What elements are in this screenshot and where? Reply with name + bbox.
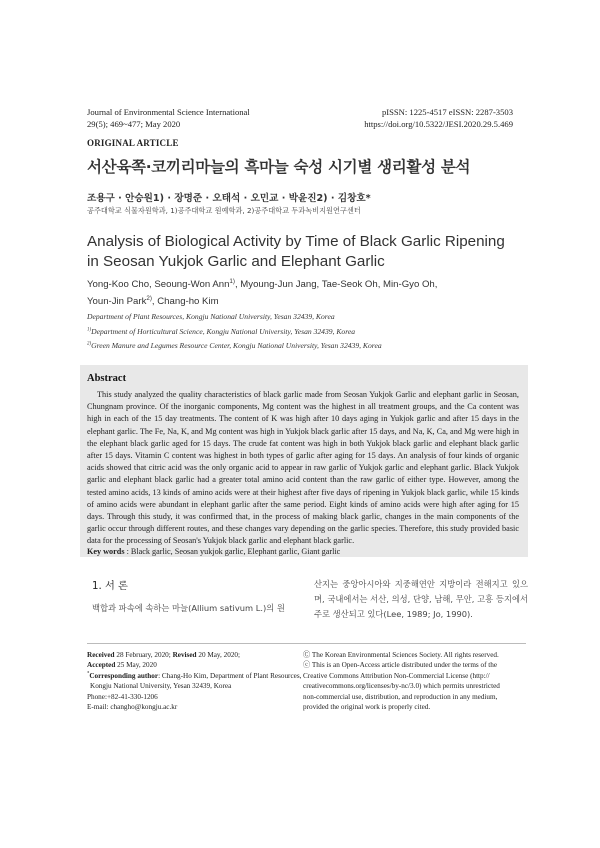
dates-line-2: [87, 660, 301, 670]
authors-line-2: [87, 293, 527, 310]
journal-name: Journal of Environmental Science International: [87, 107, 250, 117]
affiliation-3: [87, 339, 382, 354]
dates-line-1: [87, 650, 301, 660]
english-authors: [87, 276, 527, 310]
abstract-heading: Abstract: [87, 373, 127, 384]
doi-link[interactable]: https://doi.org/10.5322/JESI.2020.29.5.469: [364, 119, 513, 129]
korean-authors: 조용구 · 안승원1) · 장명준 · 오태석 · 오민교 · 박윤진2) · 김창호*: [87, 193, 371, 204]
corresponding-text: : Chang-Ho Kim, Department of Plant Resources,: [158, 671, 302, 680]
author-names: Yong-Koo Cho, Seoung-Won Ann: [87, 279, 230, 290]
authors-line-1: [87, 276, 527, 293]
asterisk-marker: *: [87, 671, 90, 677]
affil-marker: 1): [229, 277, 235, 285]
journal-issue: 29(5); 469~477; May 2020: [87, 119, 181, 129]
affiliation-2: [87, 325, 382, 340]
address: Kongju National University, Yesan 32439, Korea: [90, 682, 232, 691]
affil-marker: 1): [87, 326, 92, 332]
phone: Phone:+82-41-330-1206: [87, 692, 158, 701]
section-heading: 1. 서 론: [92, 581, 128, 592]
license-line: non-commercial use, distribution, and reproduction in any medium,: [303, 692, 498, 701]
english-affiliations: [87, 310, 382, 354]
affiliation-text: Department of Horticultural Science, Kongju National University, Yesan 32439, Korea: [91, 326, 356, 336]
author-names: Youn-Jin Park: [87, 296, 147, 307]
corresponding-label: Corresponding author: [89, 671, 159, 680]
accepted-label: Accepted: [87, 661, 116, 670]
author-names: , Chang-ho Kim: [151, 296, 219, 307]
author-names: , Myoung-Jun Jang, Tae-Seok Oh, Min-Gyo Oh,: [234, 279, 438, 290]
affiliation-text: Green Manure and Legumes Resource Center, Kongju National University, Yesan 32439, Korea: [91, 341, 382, 350]
received-date: 28 February, 2020;: [114, 651, 173, 659]
revised-label: Revised: [172, 651, 197, 659]
journal-info: [87, 106, 250, 130]
copyright-line: Ⓒ The Korean Environmental Sciences Society. All rights reserved.: [303, 651, 499, 659]
corresponding-author: [87, 671, 301, 681]
keywords: [87, 547, 340, 556]
license-link[interactable]: creativecommons.org/licenses/by-nc/3.0) which permits unrestricted: [303, 682, 500, 691]
email[interactable]: E-mail: changho@kongju.ac.kr: [87, 703, 178, 712]
keywords-text: : Black garlic, Seosan yukjok garlic, Elephant garlic, Giant garlic: [124, 547, 341, 556]
revised-date: 20 May, 2020;: [196, 651, 241, 659]
journal-identifiers: [364, 106, 513, 130]
korean-title: 서산육쪽·코끼리마늘의 흑마늘 숙성 시기별 생리활성 분석: [87, 158, 471, 176]
license-line: ⓒ This is an Open-Access article distributed under the terms of the: [303, 661, 498, 670]
body-text-left: 백합과 파속에 속하는 마늘(Allium sativum L.)의 원: [92, 603, 285, 613]
license-line: Creative Commons Attribution Non-Commercial License (http://: [303, 671, 490, 680]
english-title: Analysis of Biological Activity by Time of Black Garlic Ripening in Seosan Yukjok Garlic and Elephant Garlic: [87, 233, 505, 270]
affil-marker: 2): [87, 341, 92, 347]
article-type: ORIGINAL ARTICLE: [87, 138, 179, 148]
received-label: Received: [87, 651, 115, 659]
keywords-label: Key words: [87, 547, 125, 556]
issn: pISSN: 1225-4517 eISSN: 2287-3503: [381, 107, 513, 117]
abstract-text: This study analyzed the quality characteristics of black garlic made from Seosan Yukjok Garlic and elephant garlic in Seosan, Chungnam province. Of the inorganic components, Mg content was the highest in all treatment groups, and the Ca content was high in each of the 15 day treatments. The content of K was high after 10 days aging in Yukjok garlic and after 15 days in the elephant garlic. The Fe, Na, K, and Mg content was high in Yukjok black garlic after 15 days, and Na, K, Ca, and Mg were high in the elephant black garlic aged for 15 days. The crude fat content was high in both Yukjok black garlic and elephant black garlic after 15 days. Vitamin C content was highest in both types of garlic after aging for 15 days. An analysis of four kinds of organic acids showed that citric acid was the only organic acid to appear in raw garlic of Yukjok garlic and elephant garlic. Black Yukjok garlic and elephant black garlic had a greater total amino acid content than the raw garlic of either type. However, among the tested amino acids, 13 kinds of amino acids were at their highest after five days of ripening in Yukjok black garlic, while 15 kinds of amino acids were abundant in elephant garlic after the same period. Eight kinds of amino acids were high after aging for 15 days. Through this study, it was confirmed that, in the process of making black garlic, changes in the main components of the garlic occur through different routes, and these changes vary depending on the garlic species. Therefore, this study provided basic data for the processing of Seosan's Yukjok black garlic and elephant black garlic.: [87, 390, 519, 546]
license-line: provided the original work is properly cited.: [303, 703, 431, 712]
affil-marker: 2): [146, 294, 152, 302]
affiliation-1: Department of Plant Resources, Kongju National University, Yesan 32439, Korea: [87, 312, 335, 321]
footer-divider: [87, 643, 526, 644]
korean-affiliation: 공주대학교 식물자원학과, 1)공주대학교 원예학과, 2)공주대학교 두과녹비지원연구센터: [87, 206, 361, 215]
article-history: [87, 650, 301, 712]
license-info: [303, 650, 526, 712]
accepted-date: 25 May, 2020: [115, 661, 157, 670]
body-text-right: 산지는 중앙아시아와 지중해연안 지방이라 전해지고 있으며, 국내에서는 서산, 의성, 단양, 남해, 무안, 고흥 등지에서 주로 생산되고 있다(Lee, 1989; Jo, 1990).: [314, 579, 528, 619]
